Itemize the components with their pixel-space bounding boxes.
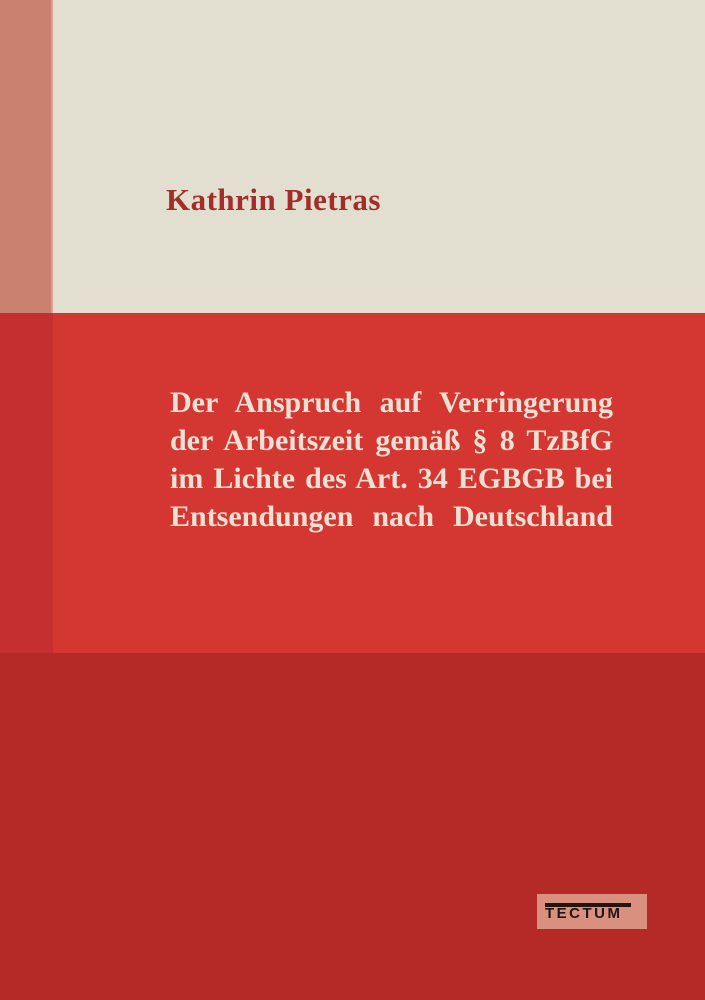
publisher-logo xyxy=(537,894,647,929)
title-line: Entsendungen nach Deutschland xyxy=(170,500,613,533)
title-line: im Lichte des Art. 34 EGBGB bei xyxy=(170,462,613,495)
publisher-logo-inner xyxy=(545,903,639,921)
cover-top-panel xyxy=(0,0,705,313)
band-left-accent-stripe xyxy=(0,313,53,653)
title-band xyxy=(0,313,705,653)
book-title xyxy=(170,384,613,536)
title-line: der Arbeitszeit gemäß § 8 TzBfG xyxy=(170,424,613,457)
cover-bottom-panel xyxy=(0,653,705,1000)
rose-accent-stripe xyxy=(0,0,53,313)
author-name: Kathrin Pietras xyxy=(166,182,381,217)
title-line: Der Anspruch auf Verringerung xyxy=(170,386,613,419)
publisher-name: TECTUM xyxy=(545,904,623,922)
